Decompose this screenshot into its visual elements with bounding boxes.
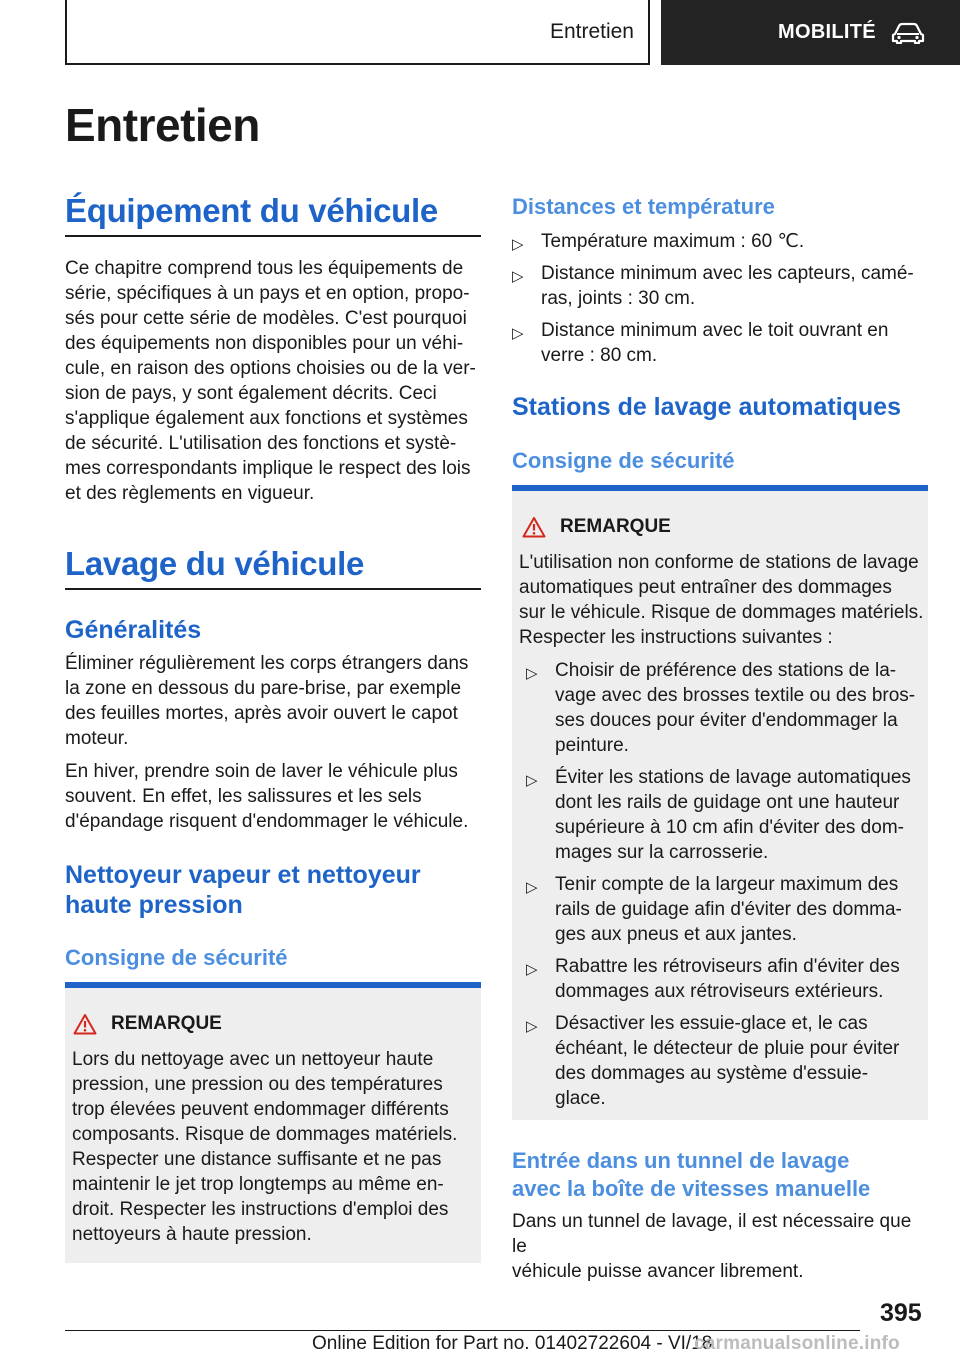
generalites-paragraph-1: [65, 651, 481, 751]
bullet-marker: ▷: [526, 879, 538, 896]
bullet-marker: ▷: [526, 772, 538, 789]
text-line: des feuilles mortes, après avoir ouvert le capot: [65, 703, 458, 724]
text-line: En hiver, prendre soin de laver le véhicule plus: [65, 761, 458, 782]
note-title: REMARQUE: [73, 1013, 222, 1035]
text-line: s'applique également aux fonctions et systèmes: [65, 408, 468, 429]
car-icon: [890, 22, 926, 44]
text-line: sur le véhicule. Risque de dommages matériels.: [519, 602, 924, 623]
bullet-item: [526, 872, 926, 947]
page-number: 395: [880, 1299, 922, 1327]
heading-tunnel: [512, 1147, 870, 1203]
warning-icon: [522, 516, 546, 538]
text-line: et des règlements en vigueur.: [65, 483, 315, 504]
text-line: ras, joints : 30 cm.: [541, 288, 696, 309]
equipement-paragraph: [65, 256, 481, 506]
text-line: des équipements non disponibles pour un véhi‐: [65, 333, 464, 354]
text-line: Rabattre les rétroviseurs afin d'éviter des: [555, 956, 900, 977]
text-line: Distance minimum avec le toit ouvrant en: [541, 320, 889, 341]
text-line: souvent. En effet, les salissures et les sels: [65, 786, 422, 807]
heading-nettoyeur: [65, 860, 421, 920]
text-line: échéant, le détecteur de pluie pour éviter: [555, 1038, 900, 1059]
warning-icon: [73, 1013, 97, 1035]
heading-line: haute pression: [65, 891, 243, 919]
text-line: pression, une pression ou des températures: [72, 1074, 443, 1095]
bullet-marker: ▷: [512, 325, 524, 342]
text-line: maintenir le jet trop longtemps au même en‐: [72, 1174, 444, 1195]
text-line: Tenir compte de la largeur maximum des: [555, 874, 899, 895]
text-line: moteur.: [65, 728, 129, 749]
warning-note-left: [65, 982, 481, 1263]
text-line: peinture.: [555, 735, 629, 756]
heading-stations: Stations de lavage automatiques: [512, 393, 901, 421]
heading-consigne-right: Consigne de sécurité: [512, 448, 735, 473]
text-line: nettoyeurs à haute pression.: [72, 1224, 312, 1245]
text-line: supérieure à 10 cm afin d'éviter des dom‐: [555, 817, 904, 838]
generalites-paragraph-2: [65, 759, 481, 834]
bullet-marker: ▷: [526, 1018, 538, 1035]
text-line: la zone en dessous du pare-brise, par exemple: [65, 678, 462, 699]
heading-consigne-left: Consigne de sécurité: [65, 945, 288, 970]
watermark: carmanualsonline.info: [694, 1333, 900, 1354]
text-line: dommages aux rétroviseurs extérieurs.: [555, 981, 884, 1002]
bullet-item: [512, 261, 928, 311]
heading-line: Nettoyeur vapeur et nettoyeur: [65, 861, 421, 889]
text-line: composants. Risque de dommages matériels.: [72, 1124, 458, 1145]
text-line: dont les rails de guidage ont une hauteur: [555, 792, 900, 813]
bullet-marker: ▷: [512, 268, 524, 285]
note-intro: [519, 550, 925, 650]
bullet-marker: ▷: [526, 961, 538, 978]
warning-note-right: [512, 485, 928, 1120]
header-chapter-tab: [661, 0, 960, 65]
text-line: Respecter une distance suffisante et ne pas: [72, 1149, 442, 1170]
text-line: véhicule puisse avancer librement.: [512, 1261, 804, 1282]
note-title: REMARQUE: [522, 516, 671, 538]
text-line: Choisir de préférence des stations de la‐: [555, 660, 897, 681]
header-section-label: Entretien: [549, 19, 634, 43]
heading-line: avec la boîte de vitesses manuelle: [512, 1176, 871, 1201]
text-line: Ce chapitre comprend tous les équipements de: [65, 258, 464, 279]
text-line: L'utilisation non conforme de stations de lavage: [519, 552, 919, 573]
header-chapter-label: MOBILITÉ: [778, 21, 876, 43]
text-line: ges aux pneus et aux jantes.: [555, 924, 797, 945]
text-line: trop élevées peuvent endommager différents: [72, 1099, 449, 1120]
tunnel-paragraph: [512, 1209, 928, 1284]
text-line: sion de pays, y sont également décrits. Ceci: [65, 383, 437, 404]
text-line: mages sur la carrosserie.: [555, 842, 769, 863]
bullet-item: [526, 765, 926, 865]
heading-line: Entrée dans un tunnel de lavage: [512, 1148, 850, 1173]
text-line: mes correspondants implique le respect des lois: [65, 458, 471, 479]
text-line: Éviter les stations de lavage automatiques: [555, 767, 911, 788]
text-line: droit. Respecter les instructions d'emploi des: [72, 1199, 449, 1220]
heading-lavage: Lavage du véhicule: [65, 545, 365, 582]
text-line: Distance minimum avec les capteurs, camé‐: [541, 263, 914, 284]
text-line: des dommages au système d'essuie-: [555, 1063, 869, 1084]
bullet-item: [526, 658, 926, 758]
bullet-marker: ▷: [512, 236, 524, 253]
text-line: glace.: [555, 1088, 606, 1109]
heading-generalites: Généralités: [65, 616, 202, 644]
text-line: d'épandage risquent d'endommager le véhicule.: [65, 811, 469, 832]
text-line: série, spécifiques à un pays et en option, propo‐: [65, 283, 470, 304]
text-line: automatiques peut entraîner des dommages: [519, 577, 892, 598]
bullet-item: [512, 318, 928, 368]
header-section-tab: [65, 0, 650, 65]
page-title: Entretien: [65, 99, 260, 151]
text-line: Éliminer régulièrement les corps étrangers dans: [65, 653, 469, 674]
heading-rule: [65, 588, 481, 590]
bullet-item: [526, 954, 926, 1004]
text-line: verre : 80 cm.: [541, 345, 658, 366]
footer-rule: [65, 1330, 860, 1331]
bullet-item: [512, 229, 928, 254]
heading-rule: [65, 235, 481, 237]
text-line: rails de guidage afin d'éviter des domma‐: [555, 899, 902, 920]
text-line: Température maximum : 60 ℃.: [541, 231, 805, 252]
text-line: Dans un tunnel de lavage, il est nécessaire que le: [512, 1211, 912, 1257]
text-line: sés pour cette série de modèles. C'est pourquoi: [65, 308, 467, 329]
text-line: Respecter les instructions suivantes :: [519, 627, 833, 648]
bullet-item: [526, 1011, 926, 1111]
text-line: vage avec des brosses textile ou des bros‐: [555, 685, 916, 706]
heading-equipement: Équipement du véhicule: [65, 192, 438, 229]
text-line: Lors du nettoyage avec un nettoyeur haute: [72, 1049, 434, 1070]
text-line: cule, en raison des options choisies ou de la ver‐: [65, 358, 476, 379]
edition-text: Online Edition for Part no. 01402722604 - VI/18: [312, 1333, 713, 1354]
text-line: de sécurité. L'utilisation des fonctions et systè‐: [65, 433, 457, 454]
text-line: Désactiver les essuie-glace et, le cas: [555, 1013, 868, 1034]
heading-distances: Distances et température: [512, 194, 775, 219]
bullet-marker: ▷: [526, 665, 538, 682]
note-text: [72, 1047, 476, 1247]
text-line: ses douces pour éviter d'endommager la: [555, 710, 898, 731]
